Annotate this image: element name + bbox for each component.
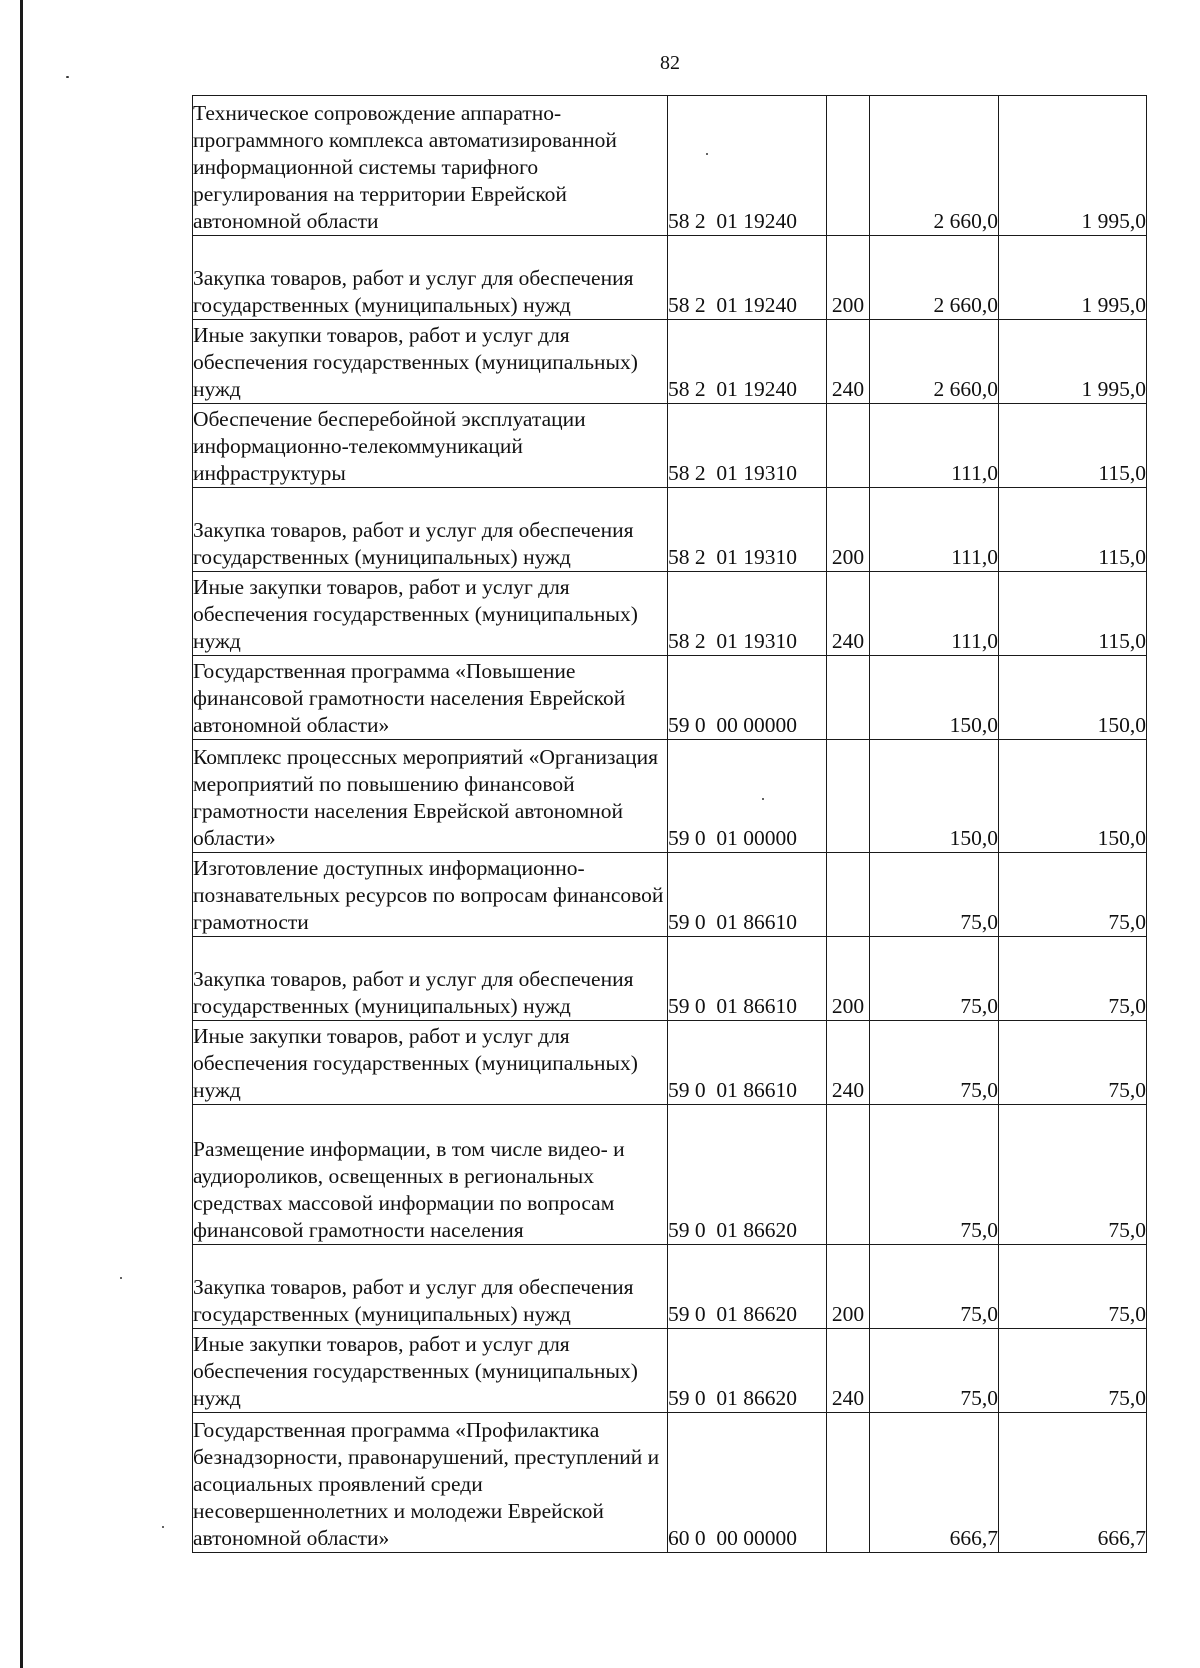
row-code: 58 2 01 19240 — [668, 96, 827, 236]
row-code: 59 0 01 86610 — [668, 1021, 827, 1105]
row-name: Иные закупки товаров, работ и услуг для обеспечения государственных (муниципальных) нужд — [193, 572, 668, 656]
row-amount-2: 1 995,0 — [999, 236, 1147, 320]
row-amount-2: 75,0 — [999, 1021, 1147, 1105]
row-amount-1: 75,0 — [870, 1021, 999, 1105]
row-amount-2: 75,0 — [999, 1329, 1147, 1413]
row-name: Иные закупки товаров, работ и услуг для обеспечения государственных (муниципальных) нужд — [193, 1329, 668, 1413]
budget-table — [192, 95, 1147, 1553]
row-code: 60 0 00 00000 — [668, 1413, 827, 1553]
row-amount-1: 150,0 — [870, 740, 999, 853]
row-amount-2: 150,0 — [999, 740, 1147, 853]
row-code: 59 0 00 00000 — [668, 656, 827, 740]
row-expense-type: 240 — [827, 1021, 870, 1105]
row-name: Закупка товаров, работ и услуг для обеспечения государственных (муниципальных) нужд — [193, 1245, 668, 1329]
row-name: Размещение информации, в том числе видео- и аудиороликов, освещенных в региональных средствах массовой информации по вопросам финансовой грамотности населения — [193, 1105, 668, 1245]
row-code: 59 0 01 00000 — [668, 740, 827, 853]
row-name: Обеспечение бесперебойной эксплуатации информационно-телекоммуникаций инфраструктуры — [193, 404, 668, 488]
row-amount-1: 75,0 — [870, 937, 999, 1021]
row-expense-type — [827, 1413, 870, 1553]
row-code: 58 2 01 19240 — [668, 320, 827, 404]
row-amount-2: 115,0 — [999, 572, 1147, 656]
table-row — [193, 1329, 1147, 1413]
row-code: 59 0 01 86610 — [668, 937, 827, 1021]
row-amount-1: 75,0 — [870, 1329, 999, 1413]
row-expense-type: 200 — [827, 488, 870, 572]
row-amount-2: 115,0 — [999, 488, 1147, 572]
page-edge-line — [20, 0, 23, 1668]
row-amount-1: 75,0 — [870, 1105, 999, 1245]
row-amount-1: 666,7 — [870, 1413, 999, 1553]
row-expense-type — [827, 1105, 870, 1245]
table-row — [193, 488, 1147, 572]
row-code: 59 0 01 86610 — [668, 853, 827, 937]
row-code: 58 2 01 19310 — [668, 488, 827, 572]
table-row — [193, 1413, 1147, 1553]
row-code: 59 0 01 86620 — [668, 1245, 827, 1329]
row-name: Изготовление доступных информационно-познавательных ресурсов по вопросам финансовой грамотности — [193, 853, 668, 937]
table-row — [193, 656, 1147, 740]
table-row — [193, 1105, 1147, 1245]
table-row — [193, 853, 1147, 937]
row-code: 58 2 01 19240 — [668, 236, 827, 320]
row-amount-1: 2 660,0 — [870, 320, 999, 404]
row-expense-type: 200 — [827, 1245, 870, 1329]
page-number: 82 — [660, 52, 680, 74]
row-expense-type — [827, 656, 870, 740]
row-name: Комплекс процессных мероприятий «Организация мероприятий по повышению финансовой грамотности населения Еврейской автономной области» — [193, 740, 668, 853]
row-name: Закупка товаров, работ и услуг для обеспечения государственных (муниципальных) нужд — [193, 937, 668, 1021]
row-amount-2: 666,7 — [999, 1413, 1147, 1553]
table-row — [193, 96, 1147, 236]
row-amount-2: 1 995,0 — [999, 320, 1147, 404]
row-amount-2: 1 995,0 — [999, 96, 1147, 236]
row-name: Государственная программа «Профилактика безнадзорности, правонарушений, преступлений и асоциальных проявлений среди несовершеннолетних и молодежи Еврейской автономной области» — [193, 1413, 668, 1553]
row-amount-1: 2 660,0 — [870, 236, 999, 320]
row-amount-1: 150,0 — [870, 656, 999, 740]
scan-speck — [120, 1277, 122, 1279]
row-amount-2: 115,0 — [999, 404, 1147, 488]
row-code: 58 2 01 19310 — [668, 572, 827, 656]
scan-speck — [162, 1526, 164, 1528]
row-amount-2: 75,0 — [999, 1245, 1147, 1329]
row-name: Иные закупки товаров, работ и услуг для обеспечения государственных (муниципальных) нужд — [193, 320, 668, 404]
row-code: 59 0 01 86620 — [668, 1329, 827, 1413]
scan-speck — [66, 76, 69, 78]
table-row — [193, 740, 1147, 853]
table-row — [193, 1021, 1147, 1105]
table-row — [193, 236, 1147, 320]
row-expense-type: 200 — [827, 236, 870, 320]
table-row — [193, 1245, 1147, 1329]
row-expense-type — [827, 740, 870, 853]
row-amount-1: 75,0 — [870, 1245, 999, 1329]
row-expense-type: 240 — [827, 320, 870, 404]
row-amount-2: 75,0 — [999, 853, 1147, 937]
row-name: Государственная программа «Повышение финансовой грамотности населения Еврейской автономной области» — [193, 656, 668, 740]
row-expense-type: 240 — [827, 572, 870, 656]
table-row — [193, 937, 1147, 1021]
row-expense-type: 240 — [827, 1329, 870, 1413]
row-name: Закупка товаров, работ и услуг для обеспечения государственных (муниципальных) нужд — [193, 236, 668, 320]
row-amount-1: 2 660,0 — [870, 96, 999, 236]
row-amount-1: 111,0 — [870, 404, 999, 488]
row-code: 59 0 01 86620 — [668, 1105, 827, 1245]
row-expense-type: 200 — [827, 937, 870, 1021]
row-code: 58 2 01 19310 — [668, 404, 827, 488]
row-name: Иные закупки товаров, работ и услуг для обеспечения государственных (муниципальных) нужд — [193, 1021, 668, 1105]
row-amount-1: 111,0 — [870, 488, 999, 572]
row-amount-1: 111,0 — [870, 572, 999, 656]
row-amount-1: 75,0 — [870, 853, 999, 937]
table-row — [193, 404, 1147, 488]
row-name: Техническое сопровождение аппаратно-программного комплекса автоматизированной информационной системы тарифного регулирования на территории Еврейской автономной области — [193, 96, 668, 236]
row-expense-type — [827, 404, 870, 488]
table-row — [193, 572, 1147, 656]
table-row — [193, 320, 1147, 404]
row-name: Закупка товаров, работ и услуг для обеспечения государственных (муниципальных) нужд — [193, 488, 668, 572]
row-expense-type — [827, 96, 870, 236]
row-amount-2: 150,0 — [999, 656, 1147, 740]
row-expense-type — [827, 853, 870, 937]
row-amount-2: 75,0 — [999, 937, 1147, 1021]
row-amount-2: 75,0 — [999, 1105, 1147, 1245]
